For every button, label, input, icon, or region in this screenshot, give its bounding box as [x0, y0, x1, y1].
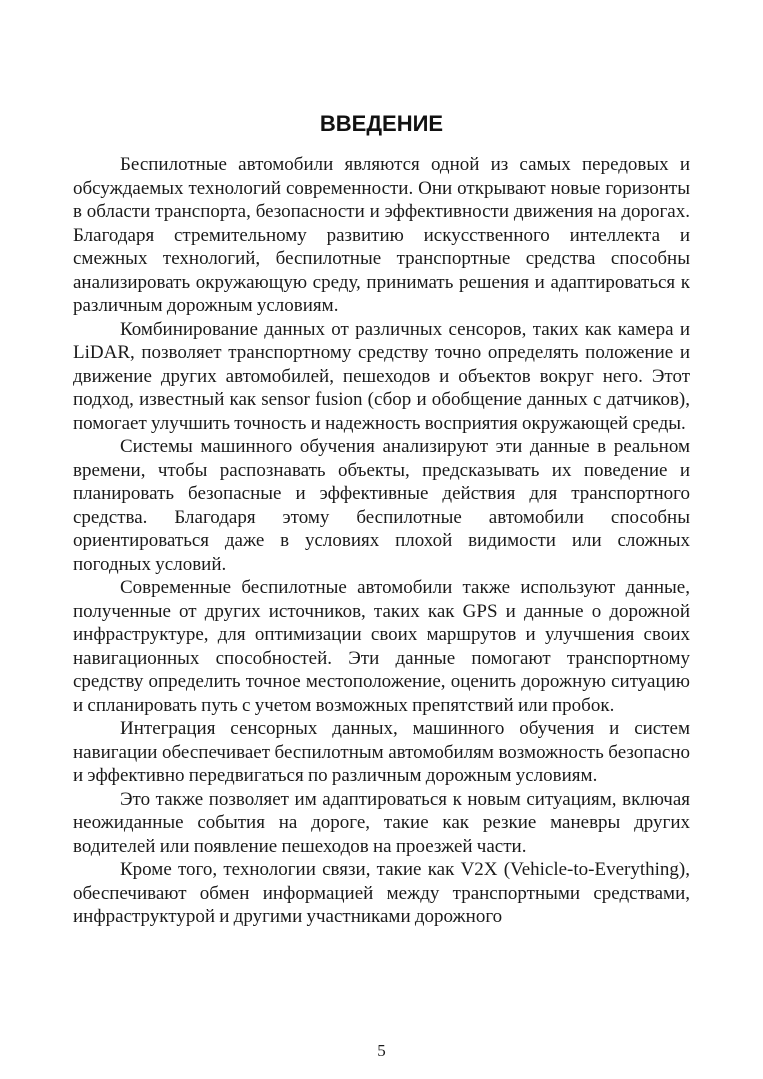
page-number: 5 — [377, 1041, 386, 1060]
paragraph: Системы машинного обучения анализируют эти данные в реальном времени, чтобы распознавать объекты, предсказывать их поведение и планировать безопасные и эффективные действия для транспортного средства. Благодаря этому беспилотные автомобили способны ориентироваться даже в условиях плохой видимости или сложных погодных условий. — [73, 436, 690, 575]
paragraph: Беспилотные автомобили являются одной из самых передовых и обсуждаемых технологий современности. Они открывают новые горизонты в области транспорта, безопасности и эффективности движения на дорогах. Благодаря стремительному развитию искусственного интеллекта и смежных технологий, беспилотные транспортные средства способны анализировать окружающую среду, принимать решения и адаптироваться к различным дорожным условиям. — [73, 154, 690, 316]
paragraph: Комбинирование данных от различных сенсоров, таких как камера и LiDAR, позволяет транспортному средству точно определять положение и движение других автомобилей, пешеходов и объектов вокруг него. Этот подход, известный как sensor fusion (сбор и обобщение данных с датчиков), помогает улучшить точность и надежность восприятия окружающей среды. — [73, 318, 690, 434]
page-title: ВВЕДЕНИЕ — [319, 111, 444, 136]
paragraph: Это также позволяет им адаптироваться к новым ситуациям, включая неожиданные события на дороге, такие как резкие маневры других водителей или появление пешеходов на проезжей части. — [73, 788, 690, 857]
paragraph: Современные беспилотные автомобили также используют данные, полученные от других источников, таких как GPS и данные о дорожной инфраструктуре, для оптимизации своих маршрутов и улучшения своих навигационных способностей. Эти данные помогают транспортному средству определить точное местоположение, оценить дорожную ситуацию и спланировать путь с учетом возможных препятствий или пробок. — [73, 577, 690, 716]
paragraph: Кроме того, технологии связи, такие как V2X (Vehicle-to-Everything), обеспечивают обмен информацией между транспортными средствами, инфраструктурой и другими участниками дорожного — [73, 859, 690, 927]
body-text — [73, 153, 690, 929]
paragraph: Интеграция сенсорных данных, машинного обучения и систем навигации обеспечивает беспилотным автомобилям возможность безопасно и эффективно передвигаться по различным дорожным условиям. — [73, 718, 690, 786]
